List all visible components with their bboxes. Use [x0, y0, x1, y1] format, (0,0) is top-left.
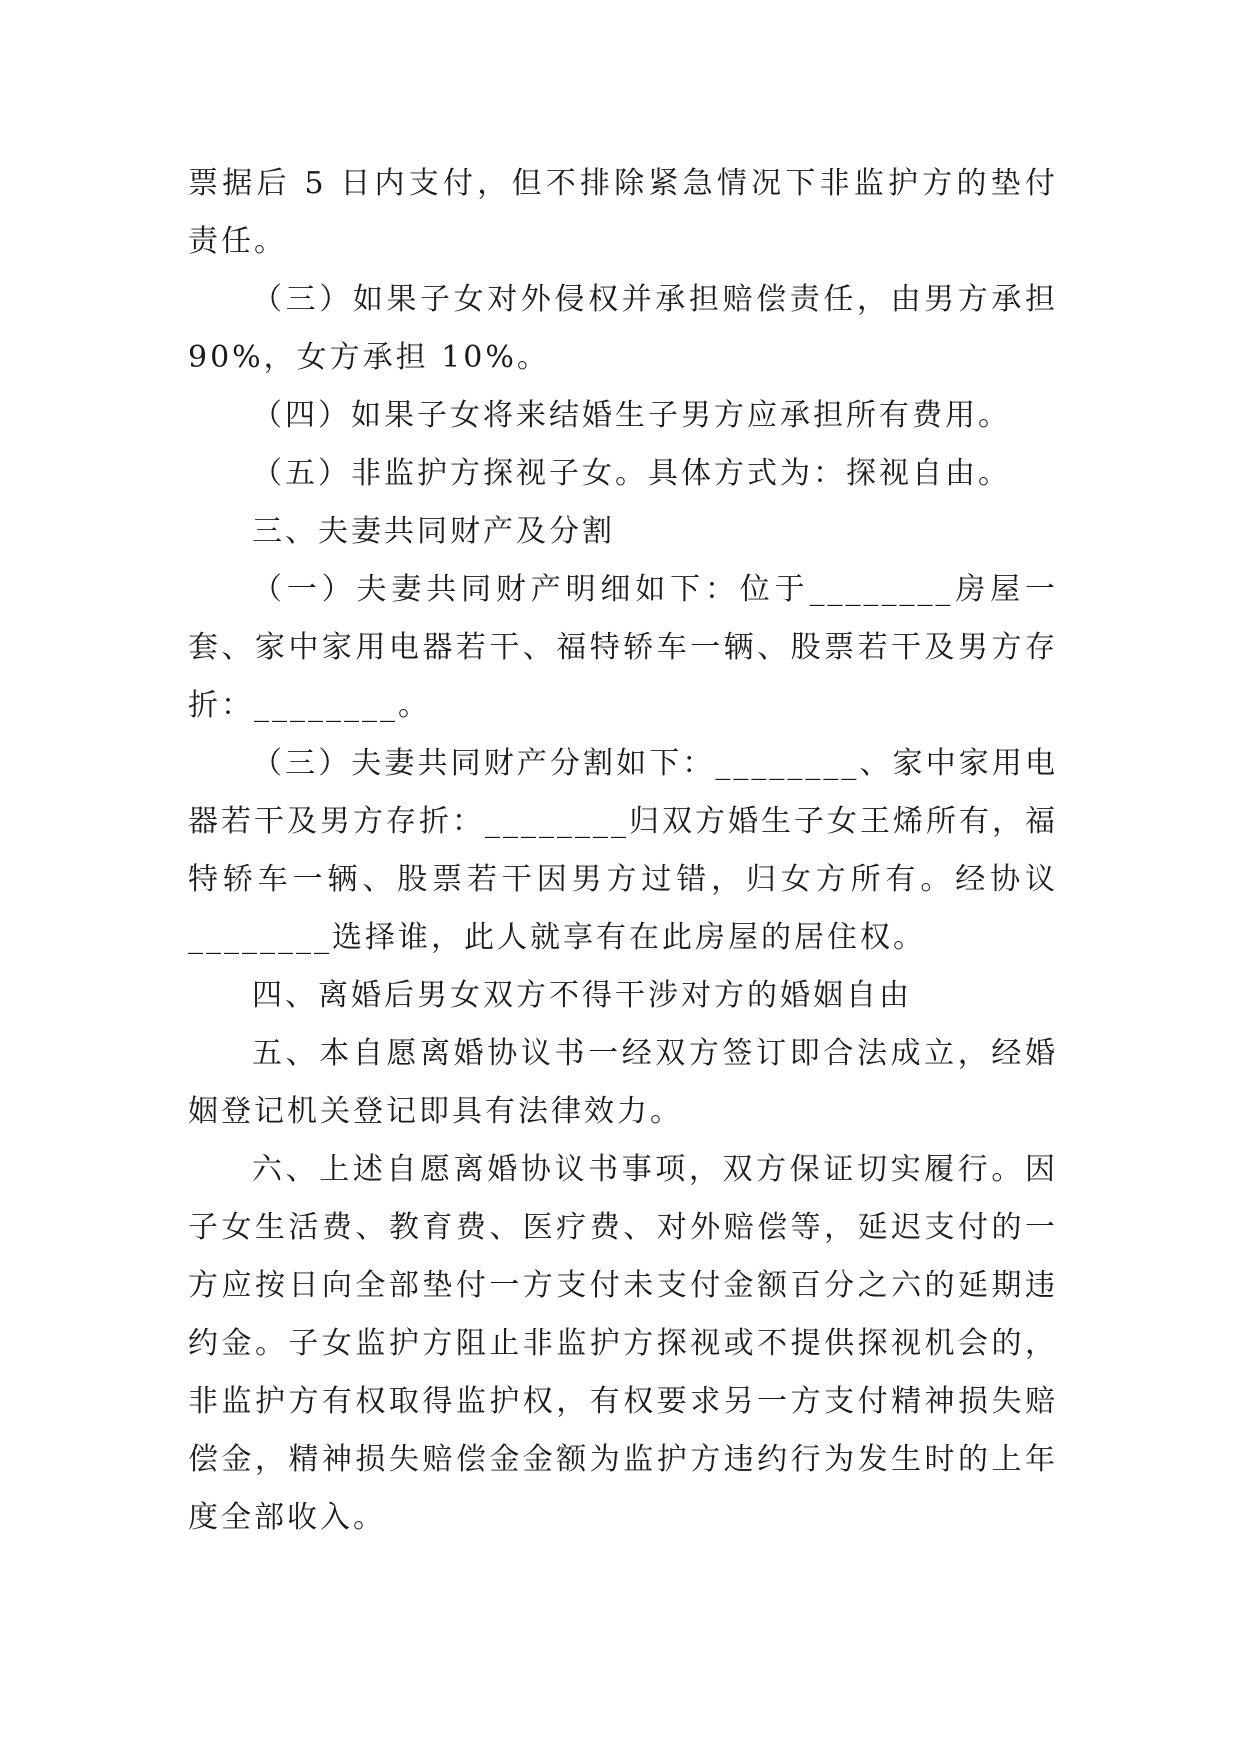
document-page: [188, 155, 1071, 1547]
paragraph-payment-continuation: 票据后 5 日内支付，但不排除紧急情况下非监护方的垫付责任。: [188, 166, 1058, 259]
section-heading-joint-property: 三、夫妻共同财产及分割: [252, 514, 615, 549]
paragraph-marriage-costs: （四）如果子女将来结婚生子男方应承担所有费用。: [252, 398, 1011, 433]
paragraph-property-details: （一）夫妻共同财产明细如下：位于________房屋一套、家中家用电器若干、福特轿车一辆、股票若干及男方存折：________。: [188, 572, 1058, 723]
section-heading-marriage-freedom: 四、离婚后男女双方不得干涉对方的婚姻自由: [252, 978, 912, 1013]
paragraph-visitation: （五）非监护方探视子女。具体方式为：探视自由。: [252, 456, 1011, 491]
section-heading-performance-penalty: 六、上述自愿离婚协议书事项，双方保证切实履行。因子女生活费、教育费、医疗费、对外赔偿等，延迟支付的一方应按日向全部垫付一方支付未支付金额百分之六的延期违约金。子女监护方阻止非监护方探视或不提供探视机会的，非监护方有权取得监护权，有权要求另一方支付精神损失赔偿金，精神损失赔偿金金额为监护方违约行为发生时的上年度全部收入。: [188, 1152, 1058, 1535]
paragraph-liability-split: （三）如果子女对外侵权并承担赔偿责任，由男方承担 90%，女方承担 10%。: [188, 282, 1071, 375]
section-heading-legal-effect: 五、本自愿离婚协议书一经双方签订即合法成立，经婚姻登记机关登记即具有法律效力。: [188, 1036, 1058, 1129]
paragraph-property-division: （三）夫妻共同财产分割如下：________、家中家用电器若干及男方存折：________归双方婚生子女王烯所有，福特轿车一辆、股票若干因男方过错，归女方所有。经协议________选择谁，此人就享有在此房屋的居住权。: [188, 746, 1058, 955]
